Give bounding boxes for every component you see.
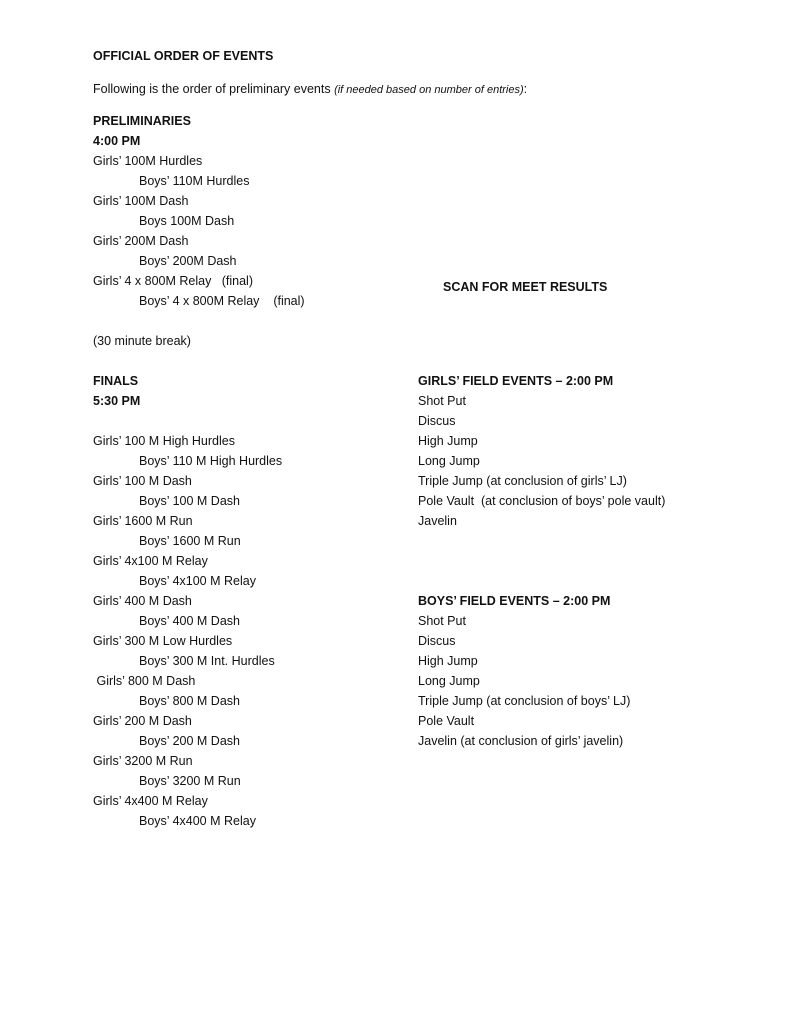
girls-field-event: High Jump [418,434,478,448]
final-event: Boys’ 800 M Dash [139,694,240,708]
final-event: Girls’ 3200 M Run [93,754,193,768]
boys-field-event: Long Jump [418,674,480,688]
boys-field-event: Javelin (at conclusion of girls’ javelin) [418,734,624,748]
intro-paragraph [93,81,527,98]
prelim-event: Boys’ 110M Hurdles [139,174,250,188]
break-note: (30 minute break) [93,334,191,348]
finals-time: 5:30 PM [93,394,141,408]
prelim-event: Girls’ 200M Dash [93,234,189,248]
prelim-event: Girls’ 4 x 800M Relay (final) [93,274,253,288]
boys-field-event: Triple Jump (at conclusion of boys’ LJ) [418,694,631,708]
final-event: Girls’ 1600 M Run [93,514,193,528]
girls-field-event: Pole Vault (at conclusion of boys’ pole vault) [418,494,666,508]
boys-field-event: High Jump [418,654,478,668]
final-event: Girls’ 800 M Dash [93,674,196,688]
preliminaries-time: 4:00 PM [93,134,141,148]
prelim-event: Boys’ 4 x 800M Relay (final) [139,294,305,308]
intro-text: Following is the order of preliminary events [93,82,335,96]
boys-field-event: Shot Put [418,614,466,628]
final-event: Girls’ 4x400 M Relay [93,794,208,808]
final-event: Boys’ 1600 M Run [139,534,241,548]
intro-note: (if needed based on number of entries) [334,84,524,96]
final-event: Boys’ 3200 M Run [139,774,241,788]
final-event: Girls’ 100 M Dash [93,474,192,488]
final-event: Girls’ 400 M Dash [93,594,192,608]
boys-field-event: Discus [418,634,456,648]
girls-field-event: Javelin [418,514,457,528]
final-event: Boys’ 300 M Int. Hurdles [139,654,275,668]
final-event: Boys’ 4x400 M Relay [139,814,256,828]
boys-field-title: BOYS’ FIELD EVENTS – 2:00 PM [418,594,611,608]
prelim-event: Girls’ 100M Dash [93,194,189,208]
final-event: Girls’ 300 M Low Hurdles [93,634,233,648]
final-event: Boys’ 110 M High Hurdles [139,454,283,468]
final-event: Girls’ 200 M Dash [93,714,192,728]
final-event: Boys’ 4x100 M Relay [139,574,256,588]
girls-field-event: Shot Put [418,394,466,408]
final-event: Boys’ 200 M Dash [139,734,240,748]
boys-field-event: Pole Vault [418,714,475,728]
prelim-event: Boys 100M Dash [139,214,235,228]
girls-field-title: GIRLS’ FIELD EVENTS – 2:00 PM [418,374,614,388]
final-event: Girls’ 100 M High Hurdles [93,434,235,448]
final-event: Boys’ 100 M Dash [139,494,240,508]
finals-title: FINALS [93,374,139,388]
girls-field-event: Long Jump [418,454,480,468]
intro-suffix: : [523,82,528,96]
girls-field-event: Discus [418,414,456,428]
final-event: Boys’ 400 M Dash [139,614,240,628]
preliminaries-title: PRELIMINARIES [93,114,191,128]
final-event: Girls’ 4x100 M Relay [93,554,208,568]
prelim-event: Girls’ 100M Hurdles [93,154,203,168]
document-heading: OFFICIAL ORDER OF EVENTS [93,49,274,63]
prelim-event: Boys’ 200M Dash [139,254,237,268]
girls-field-event: Triple Jump (at conclusion of girls’ LJ) [418,474,627,488]
scan-results-label: SCAN FOR MEET RESULTS [443,280,608,294]
